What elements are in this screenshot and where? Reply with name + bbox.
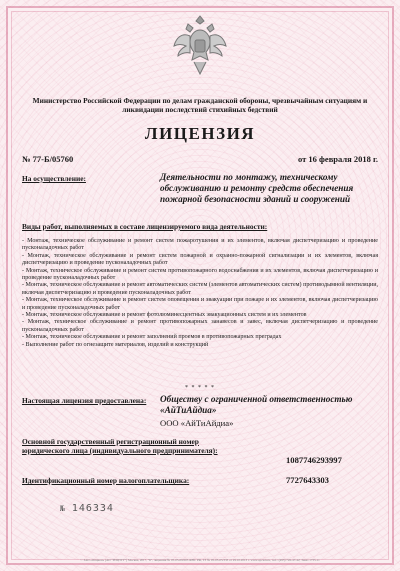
stars-divider: * * * * * bbox=[185, 385, 215, 391]
works-label: Виды работ, выполняемых в составе лицензируемого вида деятельности: bbox=[22, 222, 268, 231]
serial-value: 146334 bbox=[71, 503, 114, 514]
activity-label: На осуществление: bbox=[22, 174, 86, 183]
holder-label: Настоящая лицензия предоставлена: bbox=[22, 396, 147, 405]
list-item: - Монтаж, техническое обслуживание и ремонт систем пожарной и охранно-пожарной сигнализации и их элементов, включая диспетчеризацию и проведение пусконаладочных работ bbox=[22, 252, 378, 267]
list-item: - Монтаж, техническое обслуживание и ремонт фотолюминесцентных эвакуационных систем и их элементов bbox=[22, 312, 307, 319]
list-item: - Монтаж, техническое обслуживание и ремонт систем оповещения и эвакуации при пожаре и их элементов, включая диспетчеризацию и проведение пусконаладочных работ bbox=[22, 297, 378, 311]
list-item: - Монтаж, техническое обслуживание и ремонт систем противопожарного водоснабжения и их элементов, включая диспетчеризацию и проведение пусконаладочных работ bbox=[22, 267, 378, 282]
activity-text: Деятельности по монтажу, техническому обслуживанию и ремонту средств обеспечения пожарной безопасности зданий и сооружений bbox=[160, 172, 354, 204]
holder-short-name: ООО «АйТиАйдиа» bbox=[160, 418, 234, 428]
inn-value: 7727643303 bbox=[286, 475, 329, 485]
document-title: ЛИЦЕНЗИЯ bbox=[144, 124, 256, 143]
ministry-name: Министерство Российской Федерации по делам гражданской обороны, чрезвычайным ситуациям и ликвидации последствий стихийных бедствий bbox=[32, 96, 368, 114]
works-list bbox=[22, 238, 378, 349]
list-item: - Выполнение работ по огнезащите материалов, изделий и конструкций bbox=[22, 341, 209, 348]
inn-label: Идентификационный номер налогоплательщика: bbox=[22, 476, 190, 485]
coat-of-arms-emblem-icon bbox=[170, 10, 230, 80]
holder-full-name: Обществу с ограниченной ответственностью «АйТиАйдиа» bbox=[160, 394, 353, 415]
license-number-row bbox=[22, 154, 378, 164]
list-item: - Монтаж, техническое обслуживание и ремонт систем пожаротушения и их элементов, включая диспетчеризацию и проведение пусконаладочных работ bbox=[22, 238, 378, 252]
serial-number bbox=[60, 503, 114, 514]
license-number: № 77-Б/05760 bbox=[22, 154, 74, 164]
license-date: от 16 февраля 2018 г. bbox=[297, 154, 378, 164]
ogrn-label: Основной государственный регистрационный номер юридического лица (индивидуального предпринимателя): bbox=[22, 437, 218, 455]
serial-prefix: № bbox=[60, 504, 66, 513]
printer-footer: © ЗАО «Опцион» (АО "РИЦЗТУ") Москва, 2017, "Б", лицензия № 05-05-09/003 ФНС РФ, ТЗ № 05-05-05/333 от 29.10.2013 г. www.opcion.ru, тел.: (495) 726-47-42; Заказ 1735-11 bbox=[80, 558, 320, 562]
list-item: - Монтаж, техническое обслуживание и ремонт противопожарных занавесов и завес, включая диспетчеризацию и проведение пусконаладочных работ bbox=[22, 319, 378, 333]
list-item: - Монтаж, техническое обслуживание и ремонт автоматических систем (элементов автоматических систем) противодымной вентиляции, включая диспетчеризацию и проведение пусконаладочных работ bbox=[22, 282, 379, 296]
list-item: - Монтаж, техническое обслуживание и ремонт заполнений проемов в противопожарных преградах bbox=[22, 334, 282, 341]
ogrn-value: 1087746293997 bbox=[286, 455, 342, 465]
